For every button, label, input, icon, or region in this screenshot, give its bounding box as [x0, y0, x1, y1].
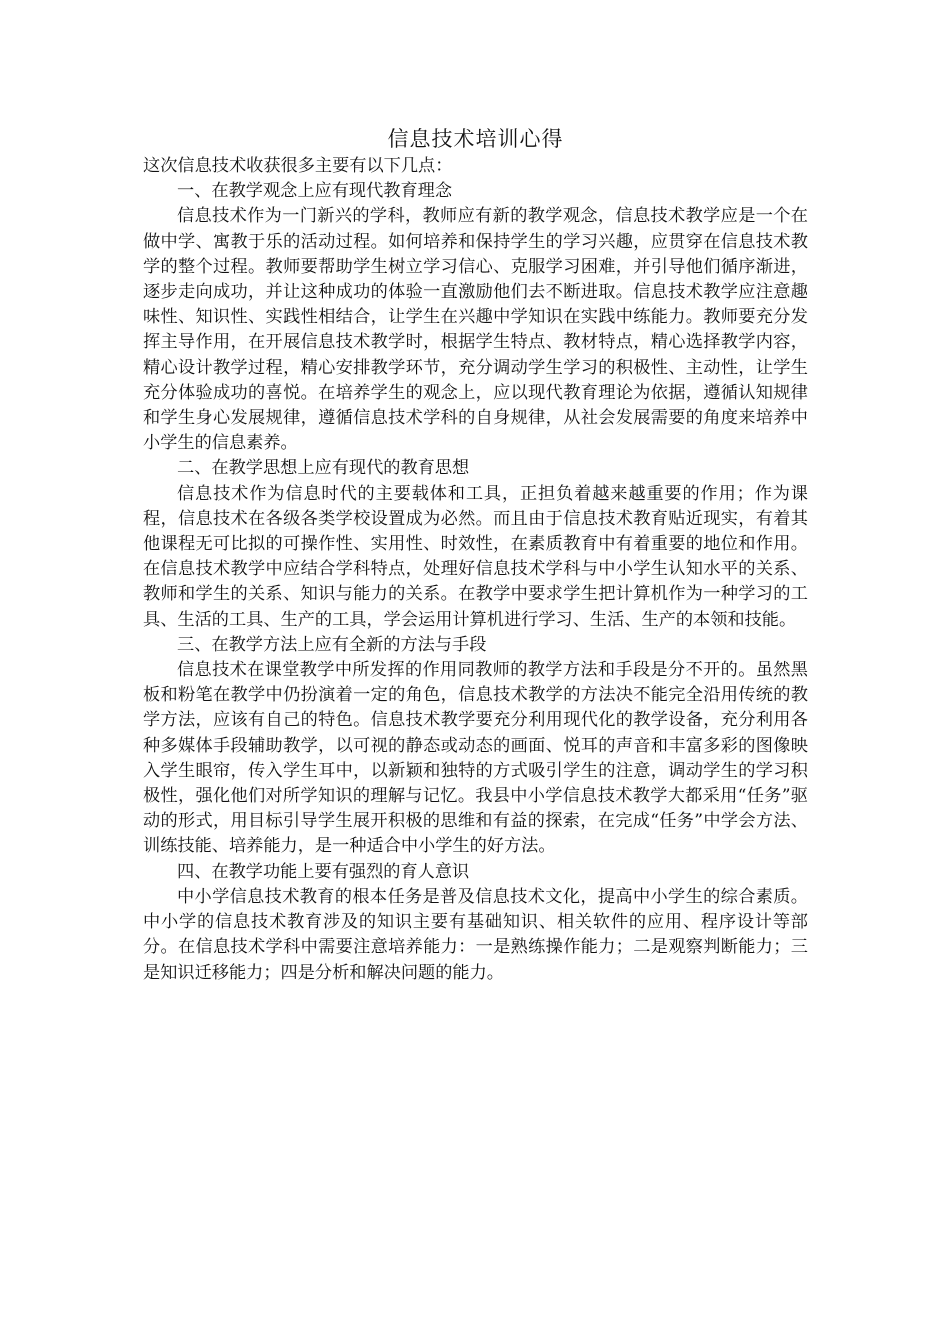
section-body: 信息技术在课堂教学中所发挥的作用同教师的教学方法和手段是分不开的。虽然黑板和粉笔在教学中仍扮演着一定的角色，信息技术教学的方法决不能完全沿用传统的教学方法，应该有自己的特色。信息技术教学要充分利用现代化的教学设备，充分利用各种多媒体手段辅助教学，以可视的静态或动态的画面、悦耳的声音和丰富多彩的图像映入学生眼帘，传入学生耳中，以新颖和独特的方式吸引学生的注意，调动学生的学习积极性，强化他们对所学知识的理解与记忆。我县中小学信息技术教学大都采用“任务”驱动的形式，用目标引导学生展开积极的思维和有益的探索，在完成“任务”中学会方法、训练技能、培养能力，是一种适合中小学生的好方法。 [143, 660, 808, 857]
document-title: 信息技术培训心得 [387, 127, 564, 151]
section-body: 信息技术作为一门新兴的学科，教师应有新的教学观念，信息技术教学应是一个在做中学、寓教于乐的活动过程。如何培养和保持学生的学习兴趣，应贯穿在信息技术教学的整个过程。教师要帮助学生树立学习信心、克服学习困难，并引导他们循序渐进，逐步走向成功，并让这种成功的体验一直激励他们去不断进取。信息技术教学应注意趣味性、知识性、实践性相结合，让学生在兴趣中学知识在实践中练能力。教师要充分发挥主导作用，在开展信息技术教学时，根据学生特点、教材特点，精心选择教学内容，精心设计教学过程，精心安排教学环节，充分调动学生学习的积极性、主动性，让学生充分体验成功的喜悦。在培养学生的观念上，应以现代教育理论为依据，遵循认知规律和学生身心发展规律，遵循信息技术学科的自身规律，从社会发展需要的角度来培养中小学生的信息素养。 [143, 206, 808, 454]
section-2 [143, 456, 808, 632]
section-4 [143, 860, 808, 986]
section-3 [143, 633, 808, 860]
section-heading: 二、在教学思想上应有现代的教育思想 [177, 458, 470, 479]
section-heading: 四、在教学功能上要有强烈的育人意识 [177, 861, 470, 882]
section-heading: 三、在教学方法上应有全新的方法与手段 [177, 634, 487, 655]
document-page [143, 124, 808, 986]
section-body: 中小学信息技术教育的根本任务是普及信息技术文化，提高中小学生的综合素质。中小学的信息技术教育涉及的知识主要有基础知识、相关软件的应用、程序设计等部分。在信息技术学科中需要注意培养能力：一是熟练操作能力；二是观察判断能力；三是知识迁移能力；四是分析和解决问题的能力。 [143, 886, 808, 983]
section-body: 信息技术作为信息时代的主要载体和工具，正担负着越来越重要的作用；作为课程，信息技术在各级各类学校设置成为必然。而且由于信息技术教育贴近现实，有着其他课程无可比拟的可操作性、实用性、时效性，在素质教育中有着重要的地位和作用。在信息技术教学中应结合学科特点，处理好信息技术学科与中小学生认知水平的关系、教师和学生的关系、知识与能力的关系。在教学中要求学生把计算机作为一种学习的工具、生活的工具、生产的工具，学会运用计算机进行学习、生活、生产的本领和技能。 [143, 483, 808, 630]
intro-text: 这次信息技术收获很多主要有以下几点： [143, 156, 453, 176]
section-1 [143, 179, 808, 456]
section-heading: 一、在教学观念上应有现代教育理念 [177, 181, 453, 202]
